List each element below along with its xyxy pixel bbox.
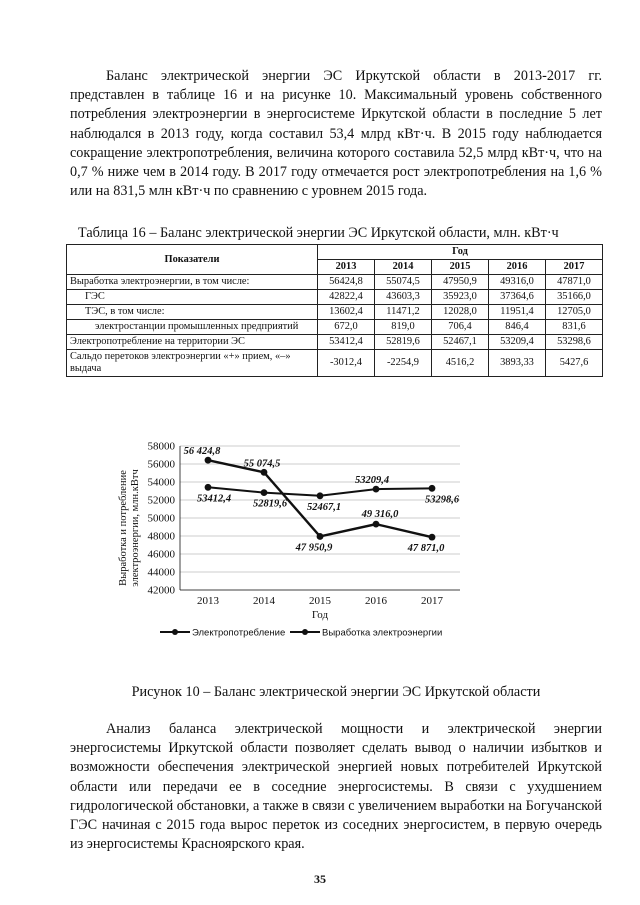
legend-label: Электропотребление	[192, 627, 286, 639]
row-label: Сальдо перетоков электроэнергии «+» прием, «–» выдача	[67, 350, 318, 377]
table-row	[67, 275, 603, 290]
y-tick-label: 54000	[147, 476, 175, 489]
energy-balance-table	[66, 244, 603, 377]
table-row	[67, 320, 603, 335]
table-cell: 53298,6	[546, 335, 603, 350]
table-cell: 11951,4	[489, 305, 546, 320]
data-label: 47 871,0	[407, 543, 445, 555]
data-point	[205, 457, 212, 464]
table-cell: -3012,4	[318, 350, 375, 377]
table-cell: 35923,0	[432, 290, 489, 305]
table-cell: 13602,4	[318, 305, 375, 320]
x-tick-label: 2015	[309, 595, 331, 607]
x-tick-label: 2017	[421, 595, 443, 607]
legend-marker	[172, 629, 178, 635]
data-label: 47 950,9	[295, 542, 333, 554]
table-cell: 12028,0	[432, 305, 489, 320]
table-cell: 47871,0	[546, 275, 603, 290]
row-label: ГЭС	[67, 290, 318, 305]
y-tick-label: 52000	[147, 494, 175, 507]
intro-paragraph	[70, 67, 602, 201]
y-tick-label: 56000	[147, 458, 175, 471]
legend-label: Выработка электроэнергии	[322, 627, 443, 639]
row-label: электростанции промышленных предприятий	[67, 320, 318, 335]
table-cell: 53412,4	[318, 335, 375, 350]
energy-balance-chart	[110, 440, 530, 645]
table-caption: Таблица 16 – Баланс электрической энергии ЭС Иркутской области, млн. кВт·ч	[78, 225, 559, 241]
x-axis-label: Год	[311, 609, 329, 621]
header-year: Год	[318, 245, 603, 260]
table-cell: 42822,4	[318, 290, 375, 305]
analysis-paragraph-text: Анализ баланса электрической мощности и электрической энергии энергосистемы Иркутской области позволяет сделать вывод о наличии избытков и возможности обеспечения электрической энергией новых потребителей Иркутской области или передачи ее в соседние энергосистемы. В связи с ухудшением гидрологической обстановки, а также в связи с увеличением выработки на Богучанской ГЭС начиная с 2015 года вырос переток из соседних энергосистем, в первую очередь из энергосистемы Красноярского края.	[70, 721, 602, 853]
data-label: 53412,4	[196, 493, 232, 505]
table-cell: 47950,9	[432, 275, 489, 290]
intro-paragraph-text: Баланс электрической энергии ЭС Иркутской области в 2013-2017 гг. представлен в таблице 16 и на рисунке 10. Максимальный уровень собственного потребления электроэнергии в энергосистеме Иркутской области в последние 5 лет наблюдался в 2013 году, когда составил 53,4 млрд кВт·ч. В 2015 году наблюдается сокращение электропотребления, величина которого составила 52,5 млрд кВт·ч, что на 0,7 % ниже чем в 2014 году. В 2017 году отмечается рост электропотребления на 1,6 % или на 831,5 млн кВт·ч по сравнению с уровнем 2015 года.	[70, 68, 602, 200]
data-label: 52819,6	[252, 498, 288, 510]
y-axis-label-line-2: электроэнергии, млн.кВтч	[130, 469, 141, 587]
y-tick-label: 50000	[147, 512, 175, 525]
table-header-row	[67, 245, 603, 260]
row-label: Электропотребление на территории ЭС	[67, 335, 318, 350]
y-tick-label: 48000	[147, 530, 175, 543]
row-label: ТЭС, в том числе:	[67, 305, 318, 320]
table-cell: 56424,8	[318, 275, 375, 290]
table-cell: 11471,2	[375, 305, 432, 320]
x-tick-label: 2013	[197, 595, 219, 607]
data-point	[317, 533, 324, 540]
data-label: 53298,6	[424, 494, 460, 506]
figure-caption: Рисунок 10 – Баланс электрической энергии ЭС Иркутской области	[131, 684, 541, 700]
data-point	[317, 492, 324, 499]
year-cell: 2016	[489, 260, 546, 275]
y-axis-label-line-1: Выработка и потребление	[118, 470, 129, 586]
y-tick-label: 46000	[147, 548, 175, 561]
table-cell: 5427,6	[546, 350, 603, 377]
table-cell: 55074,5	[375, 275, 432, 290]
table-cell: 819,0	[375, 320, 432, 335]
table-cell: 831,6	[546, 320, 603, 335]
table-cell: 3893,33	[489, 350, 546, 377]
x-tick-label: 2014	[253, 595, 275, 607]
table-row	[67, 335, 603, 350]
data-point	[429, 534, 436, 541]
analysis-paragraph	[70, 720, 602, 854]
data-point	[261, 489, 268, 496]
table-cell: 846,4	[489, 320, 546, 335]
y-tick-label: 44000	[147, 566, 175, 579]
row-label: Выработка электроэнергии, в том числе:	[67, 275, 318, 290]
year-cell: 2017	[546, 260, 603, 275]
data-point	[261, 469, 268, 476]
table-cell: 672,0	[318, 320, 375, 335]
table-cell: 43603,3	[375, 290, 432, 305]
data-point	[205, 484, 212, 491]
table-cell: -2254,9	[375, 350, 432, 377]
data-label: 52467,1	[306, 501, 342, 513]
table-cell: 53209,4	[489, 335, 546, 350]
data-point	[373, 521, 380, 528]
table-cell: 12705,0	[546, 305, 603, 320]
header-indicator: Показатели	[67, 245, 318, 275]
data-label: 55 074,5	[243, 458, 281, 470]
table-cell: 35166,0	[546, 290, 603, 305]
table-cell: 52819,6	[375, 335, 432, 350]
table-cell: 52467,1	[432, 335, 489, 350]
table-cell: 706,4	[432, 320, 489, 335]
legend-marker	[302, 629, 308, 635]
page-number: 35	[314, 872, 326, 886]
table-row	[67, 350, 603, 377]
table-cell: 4516,2	[432, 350, 489, 377]
x-tick-label: 2016	[365, 595, 387, 607]
year-cell: 2014	[375, 260, 432, 275]
table-cell: 49316,0	[489, 275, 546, 290]
data-point	[429, 485, 436, 492]
data-point	[373, 486, 380, 493]
year-cell: 2015	[432, 260, 489, 275]
y-tick-label: 58000	[147, 440, 175, 453]
year-cell: 2013	[318, 260, 375, 275]
y-tick-label: 42000	[147, 584, 175, 597]
data-label: 56 424,8	[183, 446, 221, 458]
table-cell: 37364,6	[489, 290, 546, 305]
table-row	[67, 290, 603, 305]
table-row	[67, 305, 603, 320]
data-label: 53209,4	[354, 475, 390, 487]
data-label: 49 316,0	[361, 509, 399, 521]
